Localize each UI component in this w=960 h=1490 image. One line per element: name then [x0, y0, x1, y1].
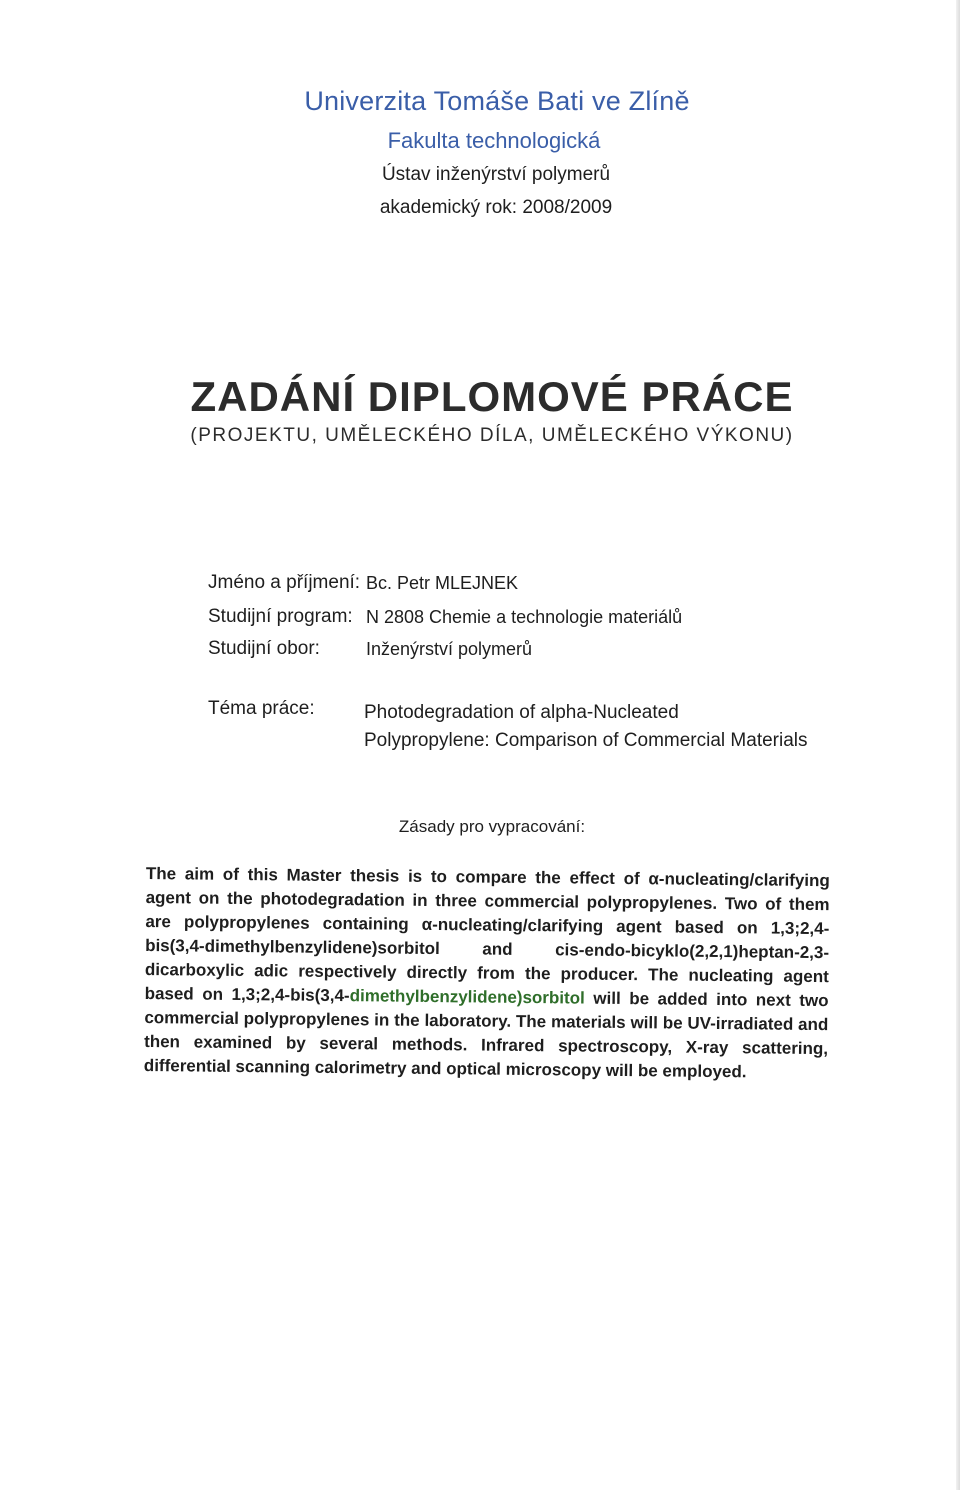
- academic-year: akademický rok: 2008/2009: [379, 197, 613, 218]
- document-title: ZADÁNÍ DIPLOMOVÉ PRÁCE: [190, 373, 794, 420]
- thesis-description: [144, 862, 830, 1085]
- topic-title-line2: Polypropylene: Comparison of Commercial Materials: [364, 730, 808, 751]
- page-edge: [956, 0, 960, 1490]
- field-label: Studijní obor:: [208, 638, 320, 659]
- faculty-name: Fakulta technologická: [387, 128, 601, 153]
- university-name: Univerzita Tomáše Bati ve Zlíně: [304, 86, 690, 116]
- program-label: Studijní program:: [208, 606, 353, 627]
- name-value: Bc. Petr MLEJNEK: [366, 573, 519, 593]
- rules-heading: Zásady pro vypracování:: [398, 817, 586, 836]
- description-part-1: The aim of this Master thesis is to compare the effect of α-nucleating/clarifying agent on the photodegradation in three commercial polypropylenes. Two of them are polypropylenes containing α-nucleating/clarifying agent based on 1,3;2,4-bis(3,4-dimethylbenzylidene)sorbitol and cis-endo-bicyklo(2,2,1)heptan-2,3-dicarboxylic adic respectively directly from the producer. The nucleating agent based on 1,3;2,4-bis(3,4-: [144, 863, 830, 1006]
- field-value: Inženýrství polymerů: [366, 639, 533, 659]
- institute-name: Ústav inženýrství polymerů: [381, 164, 611, 185]
- name-label: Jméno a příjmení:: [208, 572, 361, 593]
- program-value: N 2808 Chemie a technologie materiálů: [366, 607, 683, 627]
- topic-title-line1: Photodegradation of alpha-Nucleated: [364, 702, 679, 723]
- description-highlight: dimethylbenzylidene)sorbitol: [349, 986, 585, 1008]
- description-part-2: will be added into next two commercial polypropylenes in the laboratory. The materials will be UV-irradiated and then examined by several methods. Infrared spectroscopy, X-ray scattering, differential scanning calorimetry and optical microscopy will be employed.: [143, 988, 829, 1082]
- document-subtitle: (PROJEKTU, UMĚLECKÉHO DÍLA, UMĚLECKÉHO VÝKONU): [190, 425, 794, 446]
- topic-label: Téma práce:: [208, 698, 315, 719]
